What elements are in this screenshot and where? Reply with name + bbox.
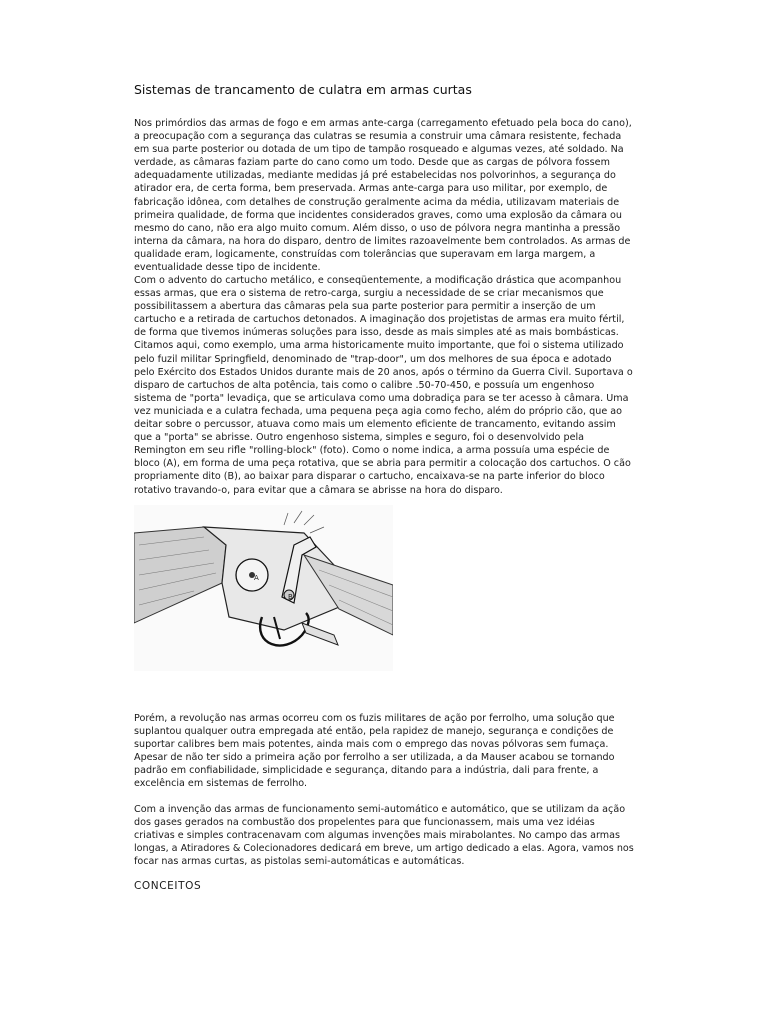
figure-label-a: A xyxy=(254,574,259,582)
section-heading: CONCEITOS xyxy=(134,880,202,892)
paragraph-1: Nos primórdios das armas de fogo e em armas ante-carga (carregamento efetuado pela boca do cano), a preocupação com a segurança das culatras se resumia a construir uma câmara resistente, fechada em sua parte posterior ou dotada de um tipo de tampão rosqueado e algumas vezes, até soldado. Na verdade, as câmaras faziam parte do cano como um todo. Desde que as cargas de pólvora fossem adequadamente utilizadas, mediante medidas já pré estabelecidas nos polvorinhos, a segurança do atirador era, de certa forma, bem preservada. Armas ante-carga para uso militar, por exemplo, de fabricação idônea, com detalhes de construção geralmente acima da média, utilizavam materiais de primeira qualidade, de forma que incidentes considerados graves, como uma explosão da câmara ou mesmo do cano, não era algo muito comum. Além disso, o uso de pólvora negra mantinha a pressão interna da câmara, na hora do disparo, dentro de limites razoavelmente bem controlados. As armas de qualidade eram, logicamente, construídas com tolerâncias que superavam em larga margem, a eventualidade desse tipo de incidente. xyxy=(134,118,632,274)
paragraph-2: Com o advento do cartucho metálico, e conseqüentemente, a modificação drástica que acompanhou essas armas, que era o sistema de retro-carga, surgiu a necessidade de se criar mecanismos que possibilitassem a abertura das câmaras pela sua parte posterior para permitir a inserção de um cartucho e a retirada de cartuchos detonados. A imaginação dos projetistas de armas era muito fértil, de forma que tivemos inúmeras soluções para isso, desde as mais simples até as mais bombásticas. Citamos aqui, como exemplo, uma arma historicamente muito importante, que foi o sistema utilizado pelo fuzil militar Springfield, denominado de "trap-door", um dos melhores de sua época e adotado pelo Exército dos Estados Unidos durante mais de 20 anos, após o término da Guerra Civil. Suportava o disparo de cartuchos de alta potência, tais como o calibre .50-70-450, e possuía um engenhoso sistema de "porta" levadiça, que se articulava como uma dobradiça para se ter acesso à câmara. Uma vez municiada e a culatra fechada, uma pequena peça agia como fecho, além do próprio cão, que ao deitar sobre o percussor, atuava como mais um elemento eficiente de trancamento, evitando assim que a "porta" se abrisse. Outro engenhoso sistema, simples e seguro, foi o desenvolvido pela Remington em seu rifle "rolling-block" (foto). Como o nome indica, a arma possuía uma espécie de bloco (A), em forma de uma peça rotativa, que se abria para permitir a colocação dos cartuchos. O cão propriamente dito (B), ao baixar para disparar o cartucho, encaixava-se na parte inferior do bloco rotativo travando-o, para evitar que a câmara se abrisse na hora do disparo. xyxy=(134,275,633,496)
paragraph-3: Porém, a revolução nas armas ocorreu com os fuzis militares de ação por ferrolho, uma solução que suplantou qualquer outra empregada até então, pela rapidez de manejo, segurança e condições de suportar calibres bem mais potentes, ainda mais com o emprego das novas pólvoras sem fumaça. Apesar de não ter sido a primeira ação por ferrolho a ser utilizada, a da Mauser acabou se tornando padrão em confiabilidade, simplicidade e segurança, ditando para a indústria, dali para frente, a excelência em sistemas de ferrolho. xyxy=(134,713,615,790)
paragraph-4: Com a invenção das armas de funcionamento semi-automático e automático, que se utilizam da ação dos gases gerados na combustão dos propelentes para que funcionassem, mais uma vez idéias criativas e simples contracenavam com algumas invenções mais mirabolantes. No campo das armas longas, a Atiradores & Colecionadores dedicará em breve, um artigo dedicado a elas. Agora, vamos nos focar nas armas curtas, as pistolas semi-automáticas e automáticas. xyxy=(134,804,634,868)
document-title: Sistemas de trancamento de culatra em armas curtas xyxy=(134,82,472,97)
rolling-block-illustration xyxy=(134,505,393,671)
figure-label-b: B xyxy=(288,593,293,601)
